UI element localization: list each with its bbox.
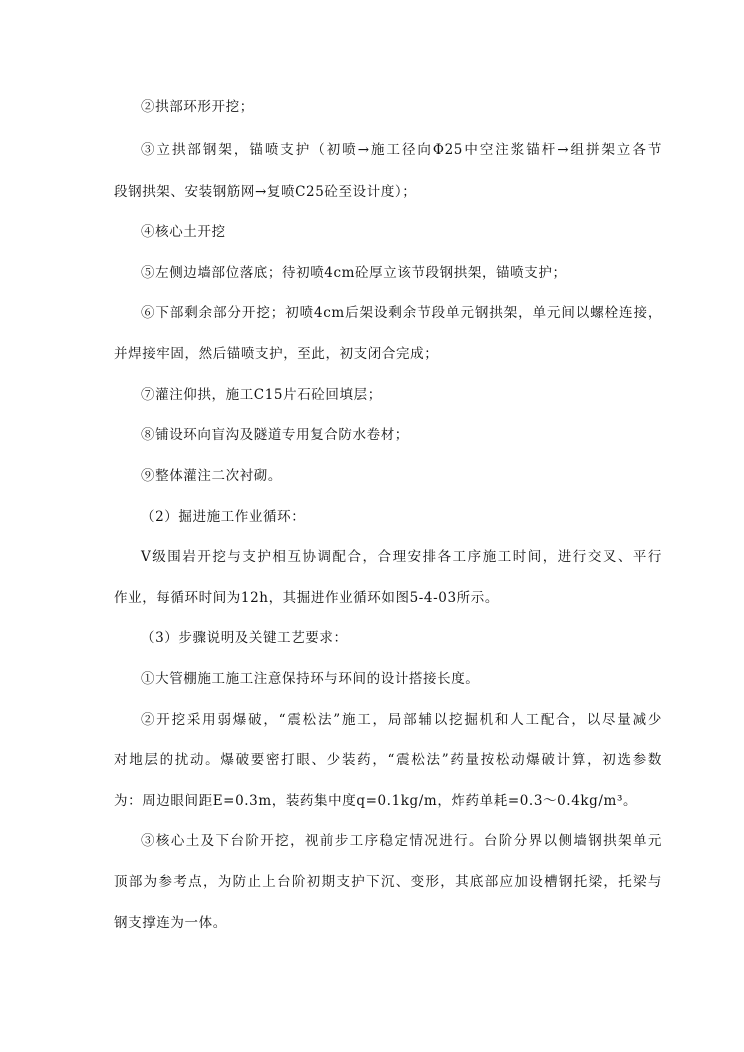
section-2-line-2: 作业，每循环时间为12h，其掘进作业循环如图5-4-03所示。	[114, 590, 499, 606]
step-5-line: ⑤左侧边墙部位落底；待初喷4cm砼厚立该节段钢拱架，锚喷支护；	[141, 265, 567, 281]
req-3-line-3: 钢支撑连为一体。	[114, 915, 227, 931]
req-2-line-3: 为：周边眼间距E=0.3m，装药集中度q=0.1kg/m，炸药单耗=0.3～0.4kg/m³。	[114, 793, 638, 809]
step-3-line-1: ③立拱部钢架，锚喷支护（初喷→施工径向Φ25中空注浆锚杆→组拼架立各节	[141, 142, 662, 158]
req-3-line-2: 顶部为参考点，为防止上台阶初期支护下沉、变形，其底部应加设槽钢托梁，托梁与	[114, 874, 662, 890]
step-7-line: ⑦灌注仰拱，施工C15片石砼回填层；	[141, 387, 382, 403]
section-2-heading: （2）掘进施工作业循环：	[141, 509, 306, 525]
req-2-line-1: ②开挖采用弱爆破，“震松法”施工，局部辅以挖掘机和人工配合，以尽量减少	[141, 712, 662, 728]
step-2-line: ②拱部环形开挖；	[141, 99, 254, 115]
req-3-line-1: ③核心土及下台阶开挖，视前步工序稳定情况进行。台阶分界以侧墙钢拱架单元	[141, 833, 662, 849]
step-9-line: ⑨整体灌注二次衬砌。	[141, 468, 282, 484]
step-3-line-2: 段钢拱架、安装钢筋网→复喷C25砼至设计度）；	[114, 184, 417, 200]
step-6-line-2: 并焊接牢固，然后锚喷支护，至此，初支闭合完成；	[114, 346, 439, 362]
step-4-line: ④核心土开挖	[141, 224, 226, 240]
req-1-line: ①大管棚施工施工注意保持环与环间的设计搭接长度。	[141, 671, 480, 687]
step-6-line-1: ⑥下部剩余部分开挖；初喷4cm后架设剩余节段单元钢拱架，单元间以螺栓连接，	[141, 305, 662, 321]
section-3-heading: （3）步骤说明及关键工艺要求：	[141, 630, 348, 646]
step-8-line: ⑧铺设环向盲沟及隧道专用复合防水卷材；	[141, 427, 409, 443]
req-2-line-2: 对地层的扰动。爆破要密打眼、少装药，“震松法”药量按松动爆破计算，初选参数	[114, 752, 662, 768]
section-2-line-1: Ⅴ级围岩开挖与支护相互协调配合，合理安排各工序施工时间，进行交叉、平行	[141, 549, 662, 565]
